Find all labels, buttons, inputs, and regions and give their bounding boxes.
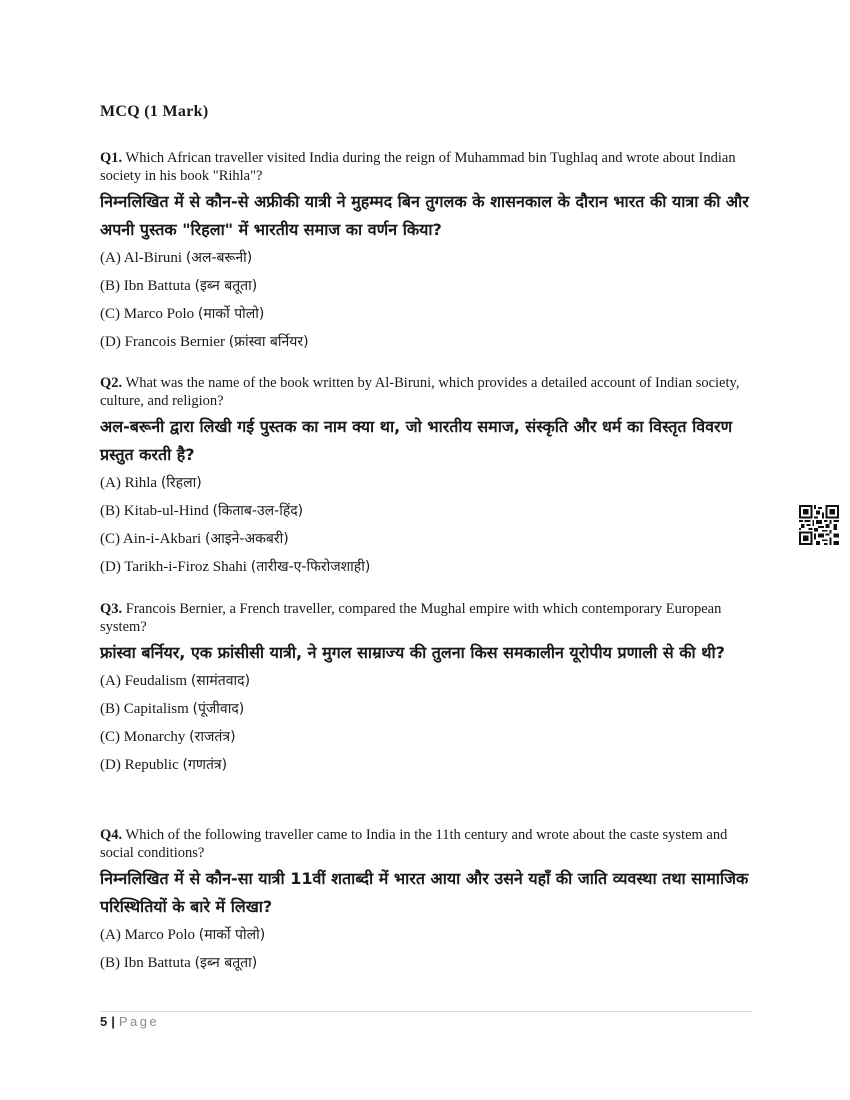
section-heading: MCQ (1 Mark) <box>100 103 209 120</box>
question-text-english: Which African traveller visited India during the reign of Muhammad bin Tughlaq and wrote about Indian society in his book "Rihla"? <box>100 150 736 184</box>
option-a: (A) Rihla (रिहला) <box>100 475 202 491</box>
question-text-english: Francois Bernier, a French traveller, compared the Mughal empire with which contemporary European system? <box>100 601 722 635</box>
question-text-hindi: अल-बरूनी द्वारा लिखी गई पुस्तक का नाम क्या था, जो भारतीय समाज, संस्कृति और धर्म का विस्तृत विवरण प्रस्तुत करती है? <box>100 417 733 464</box>
question-text-english: Which of the following traveller came to India in the 11th century and wrote about the caste system and social conditions? <box>100 827 728 861</box>
option-b: (B) Capitalism (पूंजीवाद) <box>100 701 245 717</box>
option-c: (C) Ain-i-Akbari (आइने-अकबरी) <box>100 531 289 547</box>
option-b: (B) Ibn Battuta (इब्न बतूता) <box>100 955 258 971</box>
question-number: Q3. <box>100 601 123 617</box>
option-b: (B) Kitab-ul-Hind (किताब-उल-हिंद) <box>100 503 304 519</box>
question-block <box>100 600 750 779</box>
option-a: (A) Al-Biruni (अल-बरूनी) <box>100 250 253 266</box>
option-d: (D) Republic (गणतंत्र) <box>100 757 228 773</box>
option-d: (D) Francois Bernier (फ्रांस्वा बर्नियर) <box>100 334 309 350</box>
question-text-english: What was the name of the book written by Al-Biruni, which provides a detailed account of Indian society, culture, and religion? <box>100 375 740 409</box>
question-block <box>100 374 750 581</box>
page-label: Page <box>118 1014 160 1029</box>
footer-divider <box>100 1011 752 1012</box>
option-a: (A) Feudalism (सामंतवाद) <box>100 673 251 689</box>
qr-code-icon[interactable] <box>799 505 839 545</box>
option-c: (C) Monarchy (राजतंत्र) <box>100 729 236 745</box>
option-b: (B) Ibn Battuta (इब्न बतूता) <box>100 278 258 294</box>
question-block <box>100 826 750 977</box>
option-a: (A) Marco Polo (मार्को पोलो) <box>100 927 266 943</box>
question-text-hindi: फ्रांस्वा बर्नियर, एक फ्रांसीसी यात्री, ने मुगल साम्राज्य की तुलना किस समकालीन यूरोपीय प्रणाली से की थी? <box>100 643 725 662</box>
page-footer <box>100 1014 159 1029</box>
page-number: 5 <box>100 1014 108 1029</box>
option-d: (D) Tarikh-i-Firoz Shahi (तारीख-ए-फिरोजशाही) <box>100 559 371 575</box>
question-number: Q4. <box>100 827 123 843</box>
question-text-hindi: निम्नलिखित में से कौन-से अफ्रीकी यात्री ने मुहम्मद बिन तुगलक के शासनकाल के दौरान भारत की यात्रा की और अपनी पुस्तक "रिहला" में भारतीय समाज का वर्णन किया? <box>100 192 749 239</box>
footer-separator: | <box>111 1014 115 1029</box>
question-block <box>100 149 750 356</box>
option-c: (C) Marco Polo (मार्को पोलो) <box>100 306 265 322</box>
question-text-hindi: निम्नलिखित में से कौन-सा यात्री 11वीं शताब्दी में भारत आया और उसने यहाँ की जाति व्यवस्था तथा सामाजिक परिस्थितियों के बारे में लिखा? <box>100 869 749 916</box>
question-number: Q2. <box>100 375 123 391</box>
question-number: Q1. <box>100 150 123 166</box>
